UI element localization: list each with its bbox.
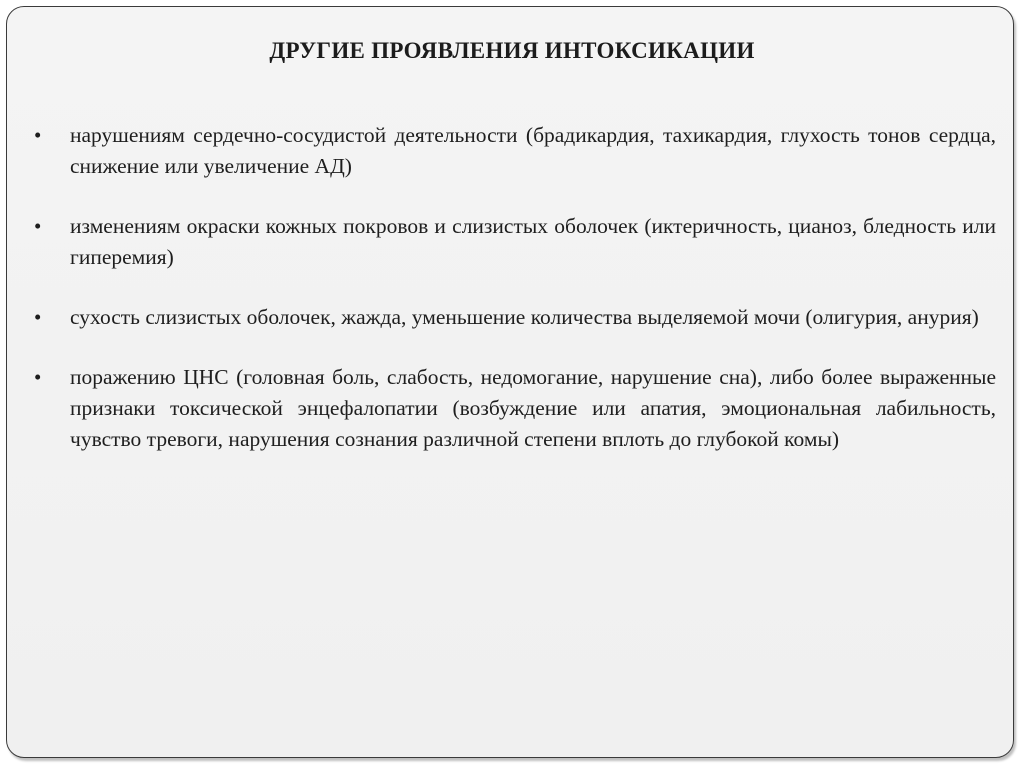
bullet-icon: • xyxy=(34,305,42,329)
bullet-item-cns xyxy=(34,362,996,455)
bullet-item-dryness xyxy=(34,302,996,333)
bullet-icon: • xyxy=(34,365,42,389)
bullet-icon: • xyxy=(34,123,42,147)
bullet-text: сухость слизистых оболочек, жажда, уменьшение количества выделяемой мочи (олигурия, анурия) xyxy=(70,305,979,329)
bullet-item-skin-color xyxy=(34,211,996,273)
bullet-text: нарушениям сердечно-сосудистой деятельности (брадикардия, тахикардия, глухость тонов сердца, снижение или увеличение АД) xyxy=(70,123,996,178)
bullet-text: изменениям окраски кожных покровов и слизистых оболочек (иктеричность, цианоз, бледность или гиперемия) xyxy=(70,214,996,269)
slide-title: ДРУГИЕ ПРОЯВЛЕНИЯ ИНТОКСИКАЦИИ xyxy=(269,38,755,63)
bullet-list xyxy=(34,120,996,484)
bullet-item-cardiovascular xyxy=(34,120,996,182)
bullet-text: поражению ЦНС (головная боль, слабость, недомогание, нарушение сна), либо более выраженные признаки токсической энцефалопатии (возбуждение или апатия, эмоциональная лабильность, чувство тревоги, нарушения сознания различной степени вплоть до глубокой комы) xyxy=(70,365,996,451)
bullet-icon: • xyxy=(34,214,42,238)
